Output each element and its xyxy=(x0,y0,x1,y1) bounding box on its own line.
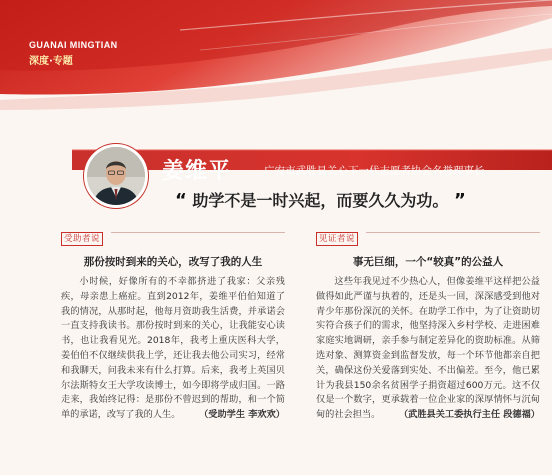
portrait-icon xyxy=(87,147,145,205)
witness-heading: 事无巨细，一个“较真”的公益人 xyxy=(352,256,504,268)
witness-column xyxy=(316,226,540,423)
beneficiary-column xyxy=(61,226,285,423)
witness-signature: （武胜县关工委执行主任 段德福） xyxy=(398,409,540,421)
portrait-photo xyxy=(84,144,148,208)
witness-tag: 见证者说 xyxy=(316,232,358,246)
witness-text: 这些年我见过不少热心人，但像姜维平这样把公益做得如此严谨与执着的，还是头一回，深深感受到他对青少年那份深沉的关怀。在助学工作中，为了让资助切实符合孩子们的需求，他坚持深入乡村学校、走进困难家庭实地调研，亲手参与制定差异化的资助标准。从筛选对象、测算资金到监督发放，每一个环节他都亲自把关，确保这份关爱落到实处、不出偏差。至今，他已累计为我县150余名贫困学子捐资超过600万元。这不仅仅是一个数字，更承载着一位企业家的深厚情怀与沉甸甸的社会担当。 xyxy=(316,276,540,421)
pull-quote xyxy=(175,188,466,211)
section-chinese-title xyxy=(29,52,73,67)
section-sublabel: 专题 xyxy=(52,56,73,67)
person-name: 姜维平 xyxy=(162,159,232,184)
witness-body xyxy=(316,275,540,423)
header-banner xyxy=(0,0,552,170)
red-wave-graphic xyxy=(0,0,552,170)
beneficiary-signature: （受助学生 李欢欢） xyxy=(199,409,285,421)
beneficiary-text: 小时候，好像所有的不幸都挤进了我家：父亲残疾，母亲患上癌症。直到2012年，姜维平伯伯知道了我的情况，从那时起，他每月资助我生活费，并承诺会一直支持我读书。那份按时到来的关心，让我能安心读书，也让我看见光。2018年，我考上重庆医科大学，姜伯伯不仅继续供我上学，还让我去他公司实习，经常和我聊天，问我未来有什么打算。后来，我考上英国贝尔法斯特女王大学攻读博士，如今即将学成归国。一路走来，我始终记得：是那份不曾迟到的帮助，和一个简单的承诺，改写了我的人生。 xyxy=(61,276,285,421)
quote-open-mark: “ xyxy=(175,190,187,211)
section-label: 深度 xyxy=(29,56,49,67)
quote-text: 助学不是一时兴起，而要久久为功。 xyxy=(192,191,449,210)
person-title: 广安市武胜县关心下一代志愿者协会名誉理事长 xyxy=(264,165,485,177)
beneficiary-tag: 受助者说 xyxy=(61,232,103,246)
quote-close-mark: ” xyxy=(454,190,466,211)
beneficiary-body xyxy=(61,275,285,423)
beneficiary-heading: 那份按时到来的关心，改写了我的人生 xyxy=(83,256,263,268)
section-separator: · xyxy=(49,56,53,67)
section-english-title: GUANAI MINGTIAN xyxy=(29,40,118,50)
column-divider xyxy=(111,232,285,233)
column-divider xyxy=(366,232,540,233)
